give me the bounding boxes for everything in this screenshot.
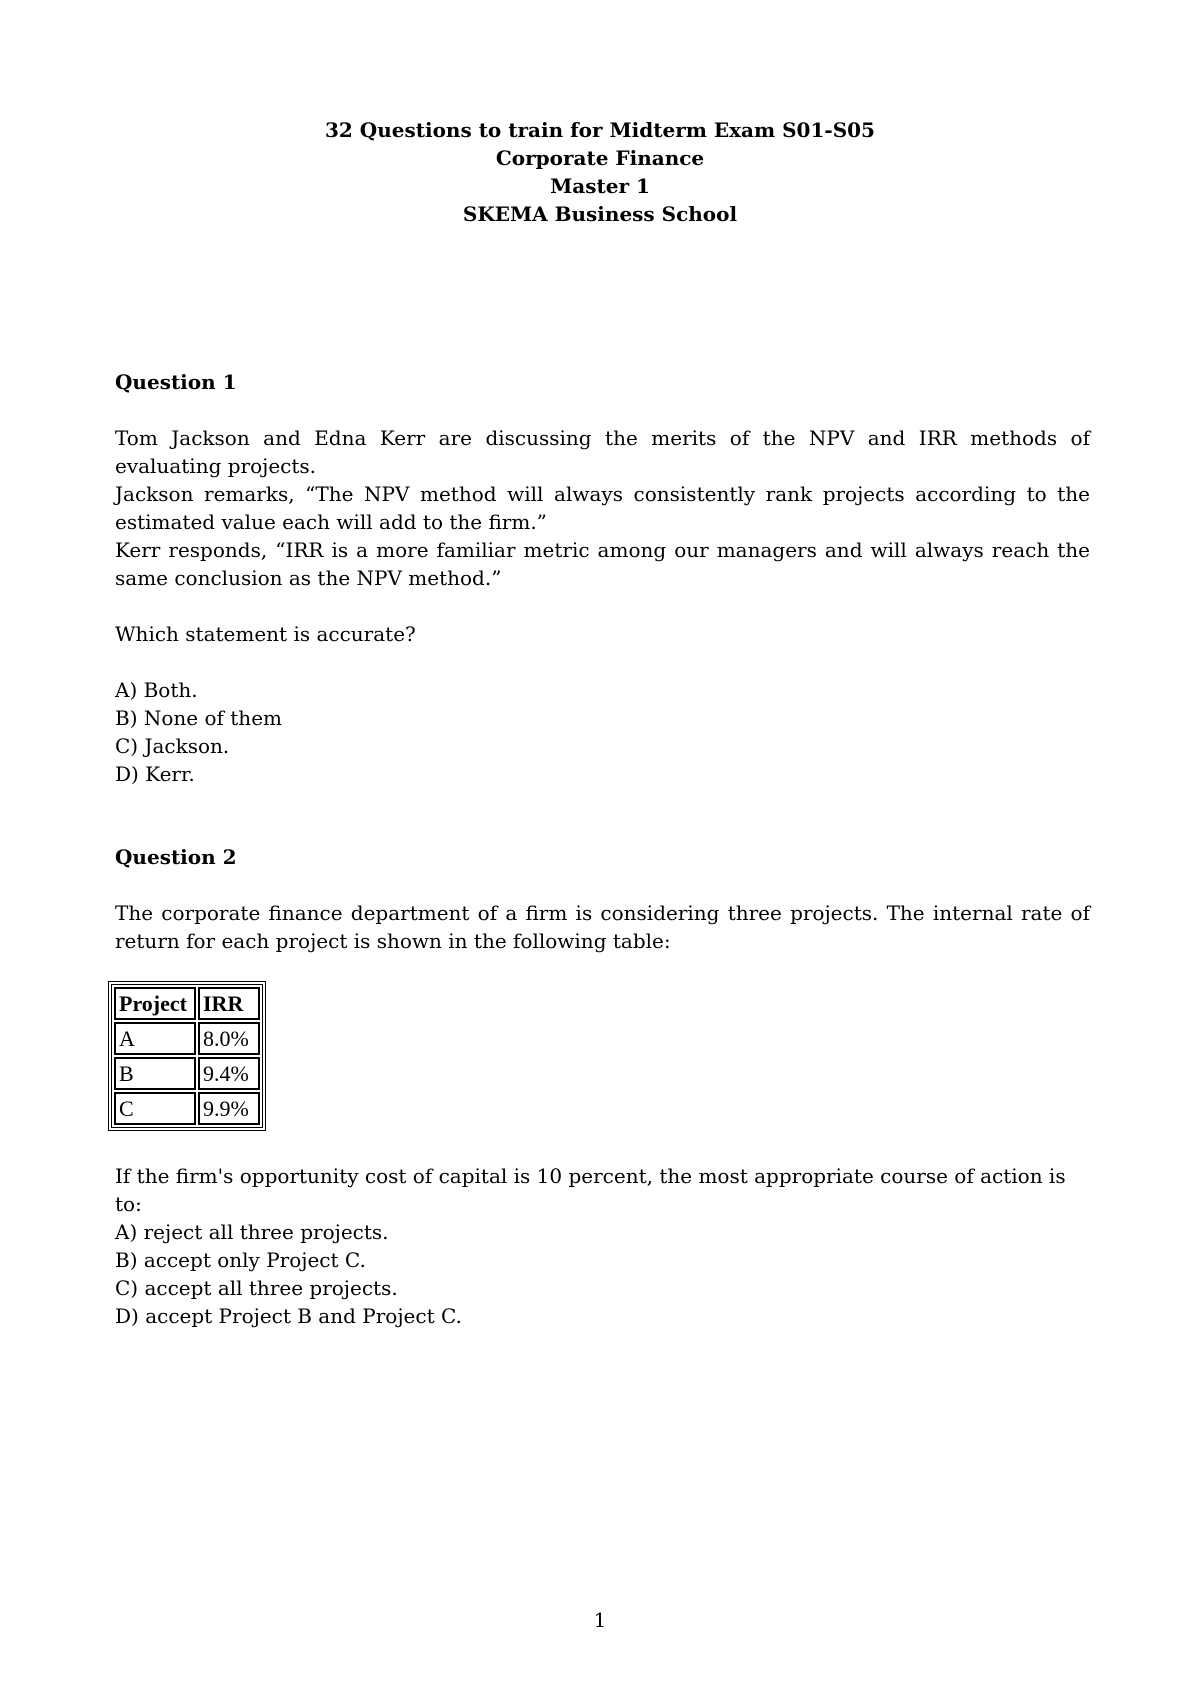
option-d: D) accept Project B and Project C.	[115, 1304, 462, 1328]
question-2-title: Question 2	[115, 845, 237, 869]
table-header-cell: Project	[114, 987, 196, 1020]
table-row	[114, 1022, 260, 1055]
option-c: C) accept all three projects.	[115, 1276, 398, 1300]
header-course: Corporate Finance	[495, 146, 705, 170]
header-title: 32 Questions to train for Midterm Exam S01-S05	[325, 118, 875, 142]
option-c: C) Jackson.	[115, 734, 230, 758]
question-1-title: Question 1	[115, 370, 237, 394]
question-1-options	[115, 676, 1090, 788]
table-cell: 8.0%	[198, 1022, 260, 1055]
question-1-paragraph-3: Kerr responds, “IRR is a more familiar metric among our managers and will always reach the same conclusion as the NPV method.”	[115, 538, 1090, 590]
table-cell: B	[114, 1057, 196, 1090]
question-2-options	[115, 1218, 1090, 1330]
table-cell: 9.4%	[198, 1057, 260, 1090]
question-1-paragraph-2: Jackson remarks, “The NPV method will always consistently rank projects according to the estimated value each will add to the firm.”	[115, 482, 1090, 534]
question-2-paragraph-1: The corporate finance department of a firm is considering three projects. The internal rate of return for each project is shown in the following table:	[115, 901, 1090, 953]
option-a: A) Both.	[115, 678, 198, 702]
table-cell: 9.9%	[198, 1092, 260, 1125]
question-1-paragraph-1: Tom Jackson and Edna Kerr are discussing the merits of the NPV and IRR methods of evaluating projects.	[115, 426, 1090, 478]
question-2-prompt: If the firm's opportunity cost of capital is 10 percent, the most appropriate course of action is to:	[115, 1164, 1066, 1216]
question-1-prompt: Which statement is accurate?	[115, 622, 416, 646]
option-b: B) None of them	[115, 706, 282, 730]
header-school: SKEMA Business School	[462, 202, 738, 226]
option-a: A) reject all three projects.	[115, 1220, 389, 1244]
option-d: D) Kerr.	[115, 762, 195, 786]
table-cell: C	[114, 1092, 196, 1125]
option-b: B) accept only Project C.	[115, 1248, 366, 1272]
page-number: 1	[593, 1608, 607, 1632]
table-row	[114, 1057, 260, 1090]
document-header	[0, 116, 1200, 228]
header-level: Master 1	[550, 174, 650, 198]
table-cell: A	[114, 1022, 196, 1055]
irr-table	[108, 981, 266, 1131]
table-header-row	[114, 987, 260, 1020]
table-row	[114, 1092, 260, 1125]
table-header-cell: IRR	[198, 987, 260, 1020]
